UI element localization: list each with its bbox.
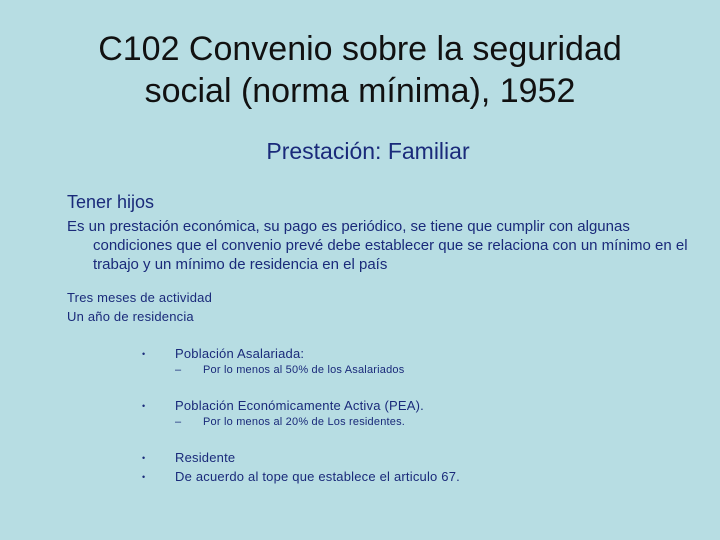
bullet-marker: • — [142, 453, 146, 463]
bullet-economically-active-population: Población Económicamente Activa (PEA). — [175, 398, 424, 413]
bullet-article-67: De acuerdo al tope que establece el articulo 67. — [175, 469, 460, 484]
slide-title — [0, 28, 720, 112]
sub-bullet-marker: – — [175, 416, 182, 428]
title-line-1: C102 Convenio sobre la seguridad — [98, 30, 622, 68]
requirement-residence: Un año de residencia — [67, 309, 194, 324]
bullet-marker: • — [142, 349, 146, 359]
section-heading: Tener hijos — [67, 192, 155, 212]
bullet-salaried-population: Población Asalariada: — [175, 346, 305, 361]
bullet-resident: Residente — [175, 450, 236, 465]
sub-bullet-residents: Por lo menos al 20% de Los residentes. — [203, 416, 406, 428]
sub-bullet-salaried: Por lo menos al 50% de los Asalariados — [203, 364, 405, 376]
bullet-marker: • — [142, 472, 146, 482]
sub-bullet-marker: – — [175, 364, 182, 376]
slide-subtitle: Prestación: Familiar — [266, 138, 470, 164]
description-paragraph: Es un prestación económica, su pago es periódico, se tiene que cumplir con algunas condiciones que el convenio prevé debe establecer que se relaciona con un mínimo en el trabajo y un mínimo de residencia en el país — [67, 218, 688, 273]
requirement-activity: Tres meses de actividad — [67, 290, 213, 305]
title-line-2: social (norma mínima), 1952 — [144, 72, 576, 110]
bullet-marker: • — [142, 401, 146, 411]
